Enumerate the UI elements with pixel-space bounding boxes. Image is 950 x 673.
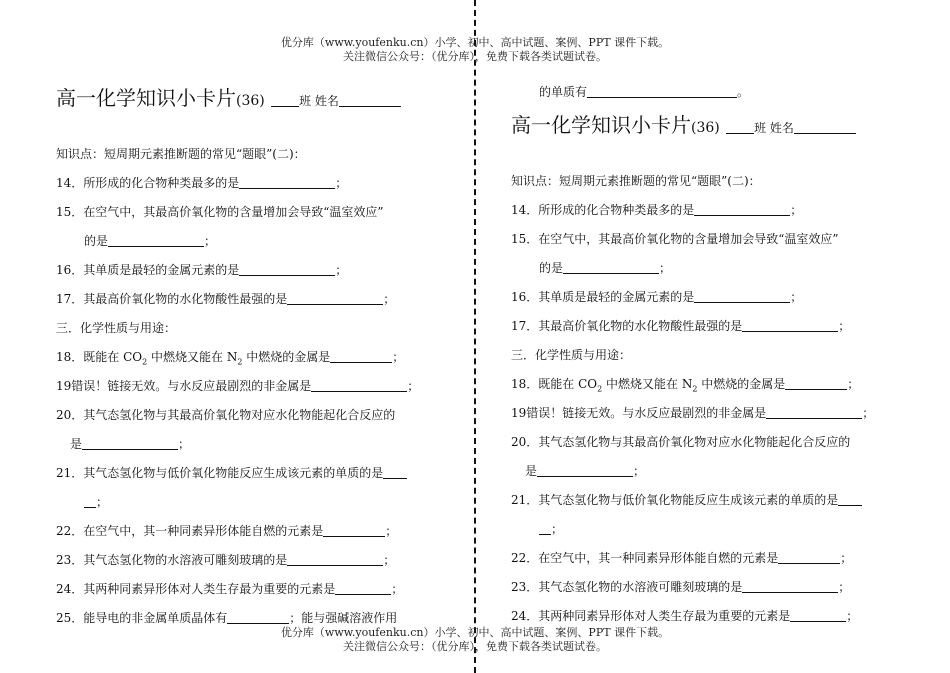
answer-blank (335, 580, 391, 595)
question-15-continued: 的是 ； (84, 234, 217, 248)
header-line-2: 关注微信公众号：（优分库），免费下载各类试题试卷。 (343, 50, 607, 63)
question-14: 14．所形成的化合物种类最多的是 ； (56, 176, 348, 190)
answer-blank (82, 435, 178, 450)
center-fold-divider (474, 0, 476, 673)
answer-blank (323, 522, 385, 537)
question-17: 17．其最高价氧化物的水化物酸性最强的是 ； (56, 292, 396, 306)
footer-line-1: 优分库（www.youfenku.cn）小学、初中、高中试题、案例、PPT 课件下载。 (280, 626, 670, 639)
answer-blank (239, 261, 335, 276)
answer-blank (694, 201, 790, 216)
answer-blank (311, 377, 407, 392)
section-3-heading: 三．化学性质与用途： (511, 348, 632, 362)
question-20-continued: 是 ； (70, 437, 191, 451)
answer-blank (563, 259, 659, 274)
answer-blank (785, 375, 847, 390)
question-21-continued: ； (511, 515, 901, 544)
question-24: 24．其两种同素异形体对人类生存最为重要的元素是 ； (511, 609, 859, 623)
answer-blank (227, 609, 289, 624)
answer-blank (287, 551, 383, 566)
question-14: 14．所形成的化合物种类最多的是 ； (511, 203, 803, 217)
question-21: 21．其气态氢化物与低价氧化物能反应生成该元素的单质的是 (511, 486, 901, 515)
question-21-continued: ； (56, 488, 451, 517)
question-23: 23．其气态氢化物的水溶液可雕刻玻璃的是 ； (56, 553, 396, 567)
answer-blank (587, 83, 737, 98)
question-17: 17．其最高价氧化物的水化物酸性最强的是 ； (511, 319, 851, 333)
card-left (56, 84, 451, 633)
page-footer (0, 626, 950, 654)
question-25: 25．能导电的非金属单质晶体有 ；能与强碱溶液作用 (56, 611, 398, 625)
class-name-label: 班 姓名 (299, 94, 339, 108)
title-number: (36) (236, 93, 265, 109)
title-main: 高一化学知识小卡片 (56, 86, 236, 110)
answer-blank (383, 464, 407, 479)
question-19: 19错误！链接无效。与水反应最剧烈的非金属是 ； (56, 379, 420, 393)
class-blank (726, 119, 754, 134)
title-number: (36) (691, 120, 720, 136)
question-24: 24．其两种同素异形体对人类生存最为重要的元素是 ； (56, 582, 404, 596)
question-20-continued: 是 ； (525, 464, 646, 478)
question-22: 22．在空气中，其一种同素异形体能自燃的元素是 ； (56, 524, 398, 538)
question-18: 18．既能在 $CO_2$ 中燃烧又能在 $N_2$ 中燃烧的金属是 ； (56, 350, 405, 367)
answer-blank (239, 174, 335, 189)
card-right (511, 78, 901, 631)
question-22: 22．在空气中，其一种同素异形体能自燃的元素是 ； (511, 551, 853, 565)
card-title (511, 111, 901, 142)
question-15: 15．在空气中，其最高价氧化物的含量增加会导致“温室效应” (511, 232, 839, 246)
answer-blank (694, 288, 790, 303)
question-21: 21．其气态氢化物与低价氧化物能反应生成该元素的单质的是 (56, 459, 451, 488)
answer-blank (287, 290, 383, 305)
class-name-label: 班 姓名 (754, 121, 794, 135)
answer-blank (790, 607, 846, 622)
question-15-continued: 的是 ； (539, 261, 672, 275)
name-blank (794, 119, 856, 134)
header-line-1: 优分库（www.youfenku.cn）小学、初中、高中试题、案例、PPT 课件下载。 (280, 36, 670, 49)
answer-blank (84, 493, 96, 508)
question-16: 16．其单质是最轻的金属元素的是 ； (511, 290, 803, 304)
question-20: 20．其气态氢化物与其最高价氧化物对应水化物能起化合反应的 (511, 435, 851, 449)
footer-line-2: 关注微信公众号：（优分库），免费下载各类试题试卷。 (343, 640, 607, 653)
answer-blank (539, 520, 551, 535)
answer-blank (778, 549, 840, 564)
class-blank (271, 92, 299, 107)
question-25-continued: 的单质有 。 (539, 85, 750, 99)
question-20: 20．其气态氢化物与其最高价氧化物对应水化物能起化合反应的 (56, 408, 396, 422)
question-19: 19错误！链接无效。与水反应最剧烈的非金属是 ； (511, 406, 875, 420)
answer-blank (108, 232, 204, 247)
question-15: 15．在空气中，其最高价氧化物的含量增加会导致“温室效应” (56, 205, 384, 219)
title-main: 高一化学知识小卡片 (511, 113, 691, 137)
answer-blank (537, 462, 633, 477)
answer-blank (742, 317, 838, 332)
knowledge-point: 知识点：短周期元素推断题的常见“题眼”(二)： (511, 174, 761, 188)
card-title (56, 84, 451, 115)
section-3-heading: 三．化学性质与用途： (56, 321, 177, 335)
answer-blank (742, 578, 838, 593)
knowledge-point: 知识点：短周期元素推断题的常见“题眼”(二)： (56, 147, 306, 161)
question-23: 23．其气态氢化物的水溶液可雕刻玻璃的是 ； (511, 580, 851, 594)
answer-blank (766, 404, 862, 419)
answer-blank (838, 491, 862, 506)
question-18: 18．既能在 $CO_2$ 中燃烧又能在 $N_2$ 中燃烧的金属是 ； (511, 377, 860, 394)
question-16: 16．其单质是最轻的金属元素的是 ； (56, 263, 348, 277)
answer-blank (330, 348, 392, 363)
name-blank (339, 92, 401, 107)
